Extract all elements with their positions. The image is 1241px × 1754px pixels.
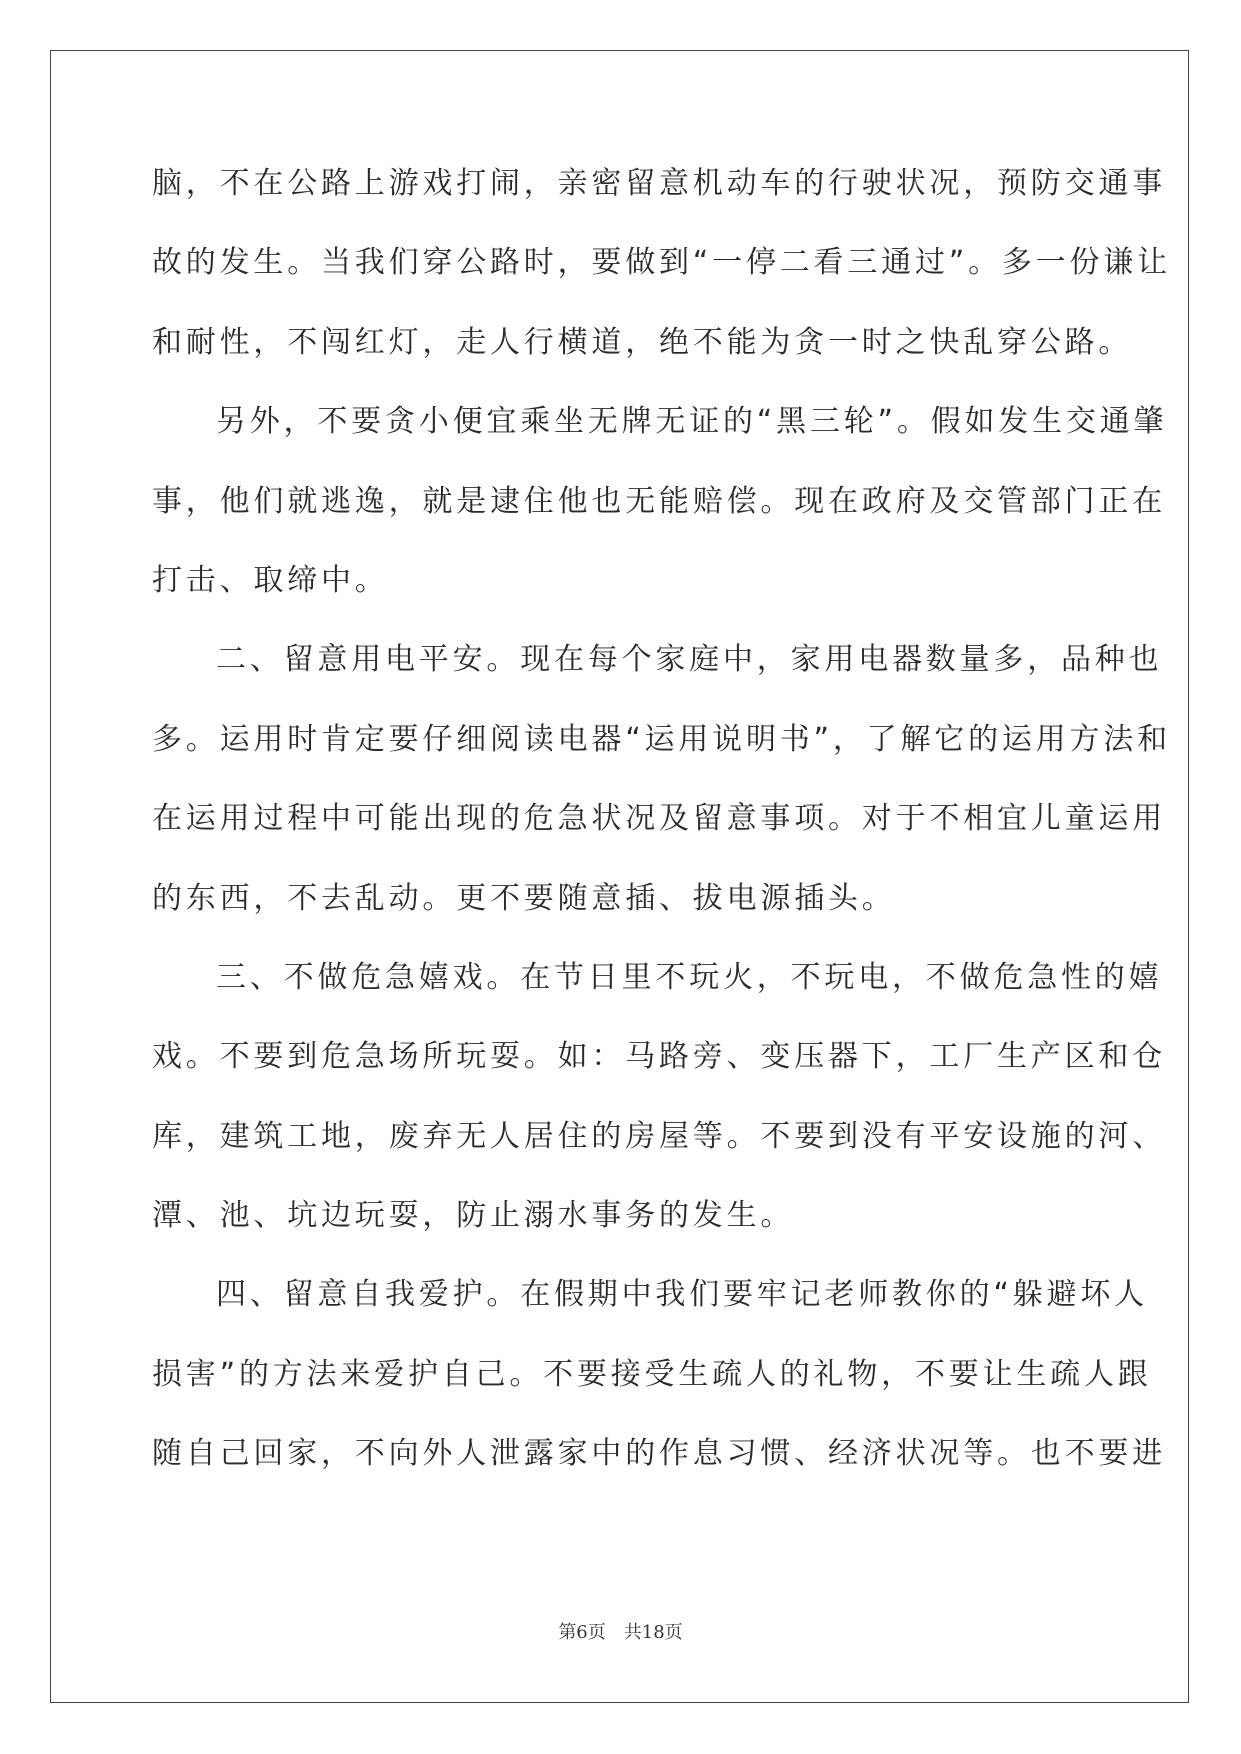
text-line: 多。运用时肯定要仔细阅读电器“运用说明书”，了解它的运用方法和 (152, 721, 1171, 757)
paragraph-start-line: 另外，不要贪小便宜乘坐无牌无证的“黑三轮”。假如发生交通肇 (216, 404, 1168, 440)
text-line: 故的发生。当我们穿公路时，要做到“一停二看三通过”。多一份谦让 (152, 245, 1171, 281)
text-line: 潭、池、坑边玩耍，防止溺水事务的发生。 (152, 1198, 795, 1234)
page-number: 第6页 (558, 1622, 606, 1643)
text-line: 打击、取缔中。 (152, 562, 389, 598)
paragraph-start-line: 三、不做危急嬉戏。在节日里不玩火，不玩电，不做危急性的嬉 (216, 959, 1163, 995)
text-line: 和耐性，不闯红灯，走人行横道，绝不能为贪一时之快乱穿公路。 (152, 324, 1133, 360)
text-line: 事，他们就逃逸，就是逮住他也无能赔偿。现在政府及交管部门正在 (152, 483, 1166, 519)
paragraph-start-line: 二、留意用电平安。现在每个家庭中，家用电器数量多，品种也 (216, 642, 1163, 678)
text-line: 脑，不在公路上游戏打闹，亲密留意机动车的行驶状况，预防交通事 (152, 166, 1166, 201)
page-footer (0, 1618, 1241, 1644)
text-line: 损害”的方法来爱护自己。不要接受生疏人的礼物，不要让生疏人跟 (152, 1356, 1152, 1392)
text-line: 随自己回家，不向外人泄露家中的作息习惯、经济状况等。也不要进 (152, 1436, 1166, 1472)
text-line: 库，建筑工地，废弃无人居住的房屋等。不要到没有平安设施的河、 (152, 1118, 1166, 1154)
body-text (152, 164, 1171, 1514)
text-line: 的东西，不去乱动。更不要随意插、拔电源插头。 (152, 880, 896, 916)
paragraph-start-line: 四、留意自我爱护。在假期中我们要牢记老师教你的“躲避坏人 (216, 1277, 1148, 1313)
text-line: 戏。不要到危急场所玩耍。如：马路旁、变压器下，工厂生产区和仓 (152, 1039, 1166, 1075)
page-total: 共18页 (623, 1622, 683, 1643)
text-line: 在运用过程中可能出现的危急状况及留意事项。对于不相宜儿童运用 (152, 801, 1166, 837)
